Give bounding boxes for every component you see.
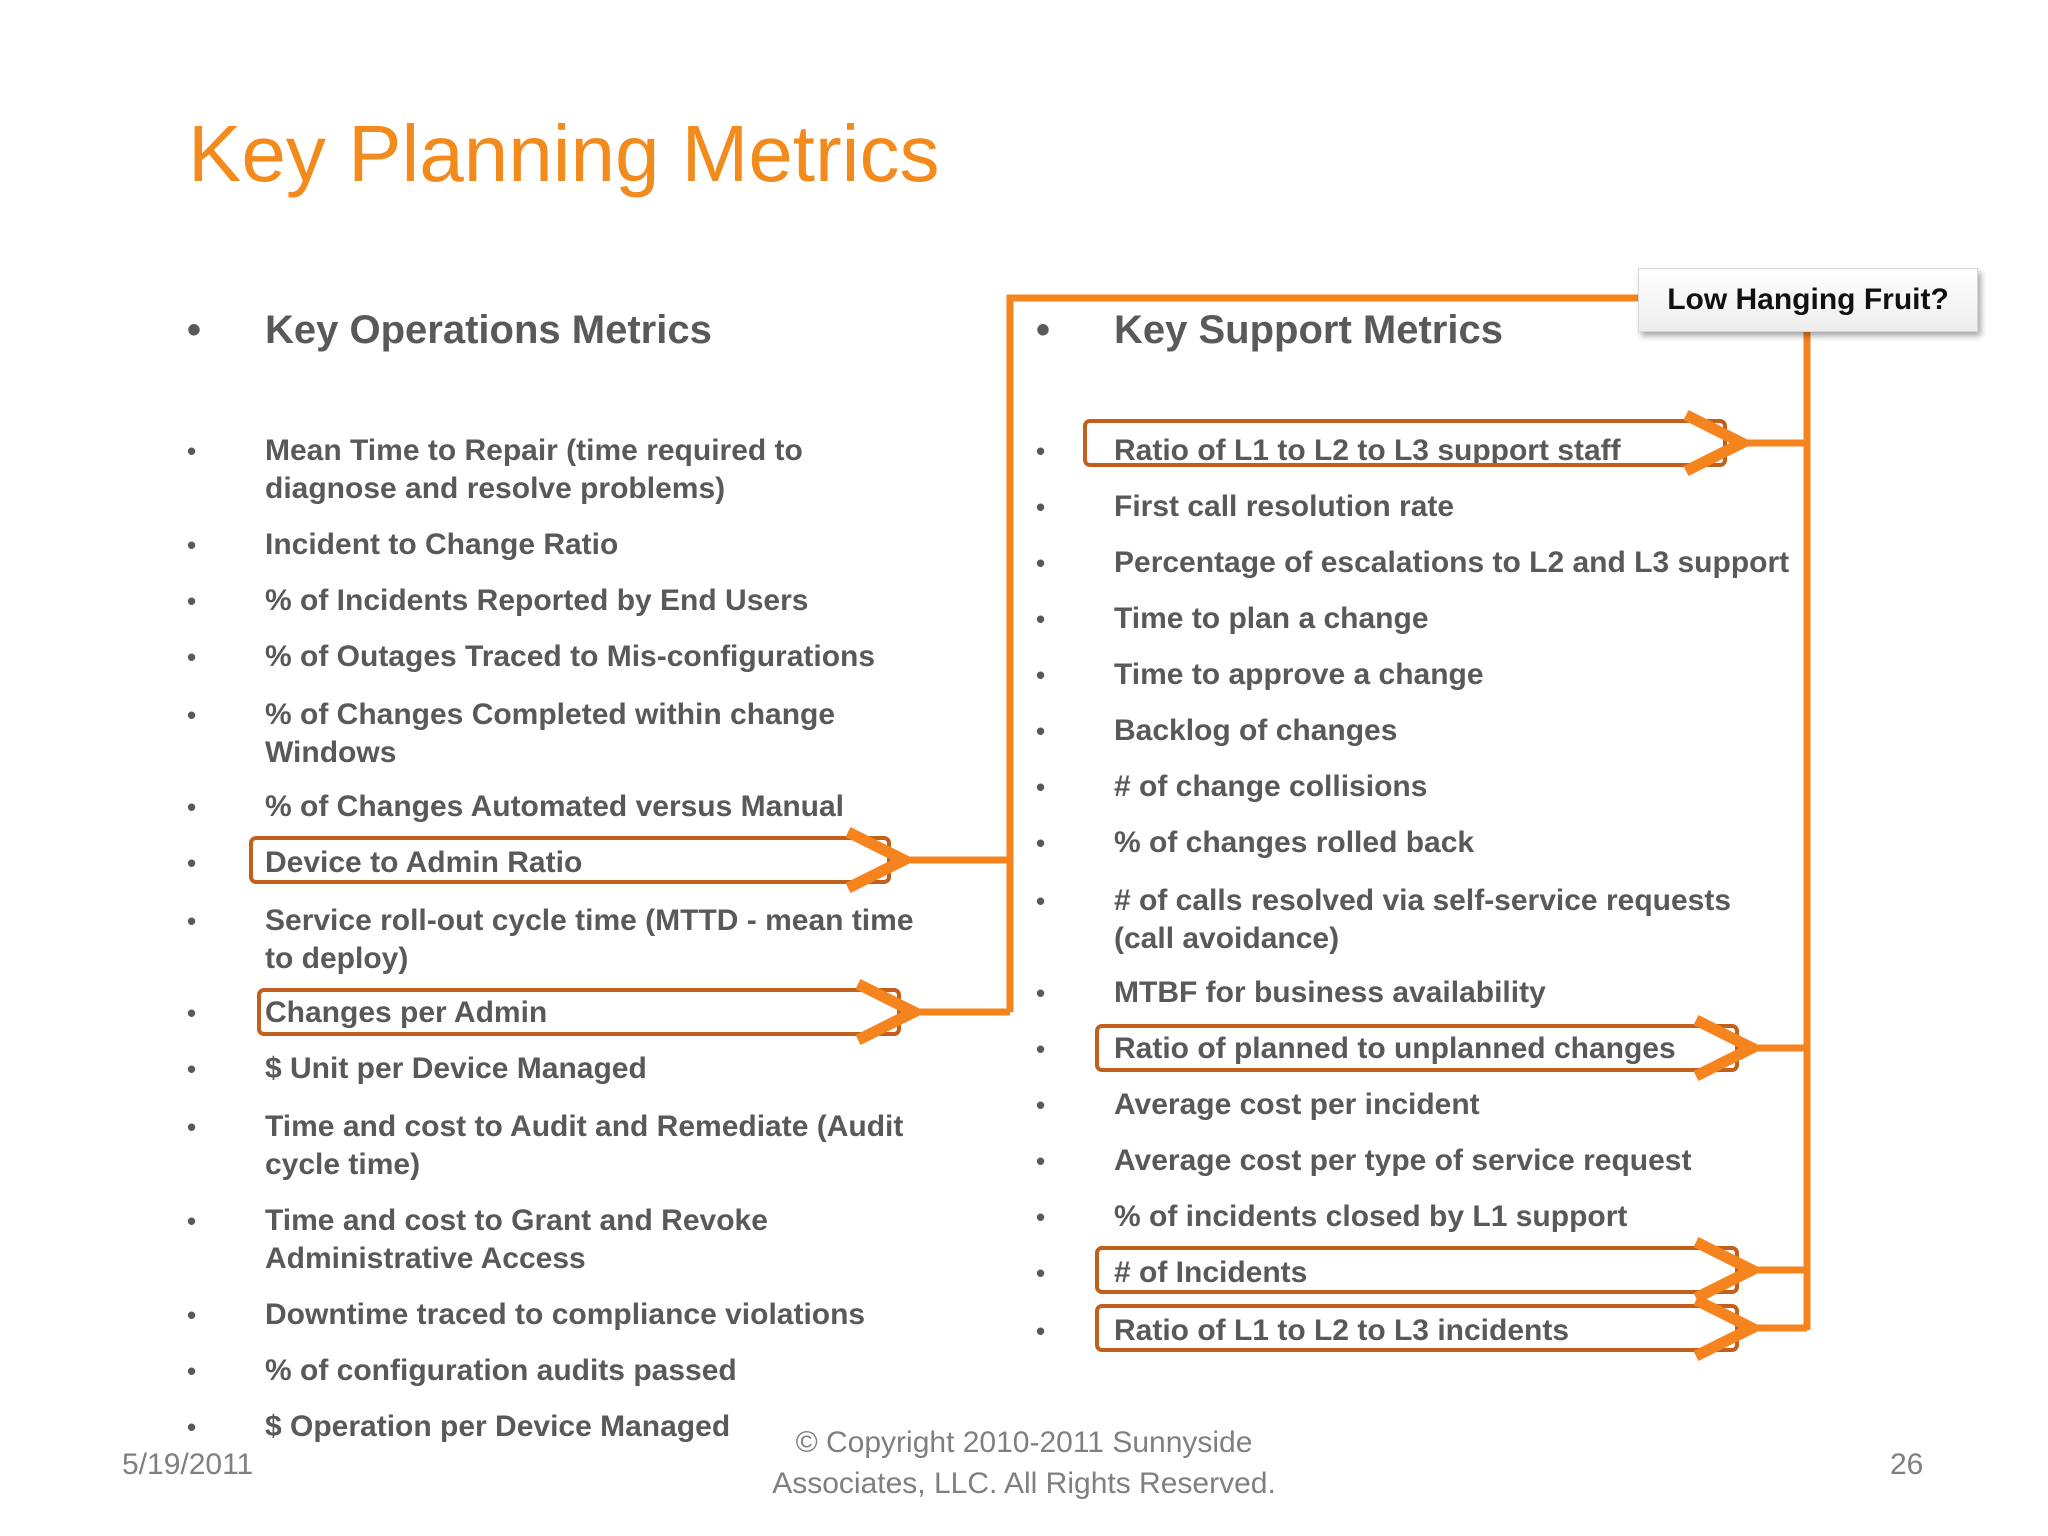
bullet-icon: •	[1036, 604, 1046, 634]
low-hanging-fruit-callout: Low Hanging Fruit?	[1638, 268, 1978, 332]
bullet-icon: •	[1036, 660, 1046, 690]
bullet-icon: •	[187, 1206, 197, 1236]
metric-text-line: # of change collisions	[1114, 770, 1428, 803]
metric-text-line: Administrative Access	[265, 1242, 586, 1275]
page-number: 26	[1890, 1448, 1924, 1481]
metric-text	[265, 994, 547, 1032]
metric-text-line: # of Incidents	[1114, 1256, 1308, 1289]
metric-text-line: % of Incidents Reported by End Users	[265, 584, 809, 617]
bullet-icon: •	[1036, 1202, 1046, 1232]
bullet-icon: •	[1036, 436, 1046, 466]
metric-text	[1114, 544, 1789, 582]
bullet-icon: •	[1036, 1146, 1046, 1176]
metric-text-line: # of calls resolved via self-service requests	[1114, 884, 1732, 917]
metric-text-line: Changes per Admin	[265, 996, 548, 1029]
bullet-icon: •	[1036, 772, 1046, 802]
bullet-icon: •	[187, 436, 197, 466]
bullet-icon: •	[1036, 1090, 1046, 1120]
metric-text-line: % of changes rolled back	[1114, 826, 1475, 859]
metric-text	[265, 696, 835, 772]
metric-text-line: to deploy)	[265, 942, 409, 975]
support-heading-text: Key Support Metrics	[1114, 308, 1503, 352]
copyright-line-1: © Copyright 2010-2011 Sunnyside	[795, 1426, 1253, 1459]
bullet-icon: •	[187, 308, 202, 352]
footer-date: 5/19/2011	[122, 1448, 254, 1481]
metric-text	[1114, 600, 1429, 638]
metric-text	[1114, 1030, 1676, 1068]
metric-text	[265, 1050, 647, 1088]
metric-text-line: Time and cost to Audit and Remediate (Audit	[265, 1110, 904, 1143]
metric-text	[1114, 1254, 1307, 1292]
bullet-icon: •	[1036, 1258, 1046, 1288]
metric-text	[265, 844, 582, 882]
metric-text-line: Device to Admin Ratio	[265, 846, 583, 879]
metric-text-line: $ Operation per Device Managed	[265, 1410, 731, 1443]
metric-text	[265, 1408, 730, 1446]
bullet-icon: •	[187, 700, 197, 730]
metric-text-line: Time to approve a change	[1114, 658, 1484, 691]
metric-text-line: % of Changes Automated versus Manual	[265, 790, 844, 823]
bullet-icon: •	[1036, 828, 1046, 858]
bullet-icon: •	[1036, 978, 1046, 1008]
metric-text	[1114, 768, 1427, 806]
bullet-icon: •	[1036, 492, 1046, 522]
copyright-line-2: Associates, LLC. All Rights Reserved.	[772, 1467, 1276, 1500]
metric-text-line: Service roll-out cycle time (MTTD - mean time	[265, 904, 914, 937]
metric-text-line: % of Outages Traced to Mis-configurations	[265, 640, 876, 673]
bullet-icon: •	[187, 586, 197, 616]
bullet-icon: •	[1036, 1316, 1046, 1346]
bullet-icon: •	[187, 848, 197, 878]
metric-text-line: diagnose and resolve problems)	[265, 472, 726, 505]
operations-heading-text: Key Operations Metrics	[265, 308, 712, 352]
bullet-icon: •	[187, 1112, 197, 1142]
metric-text-line: Time to plan a change	[1114, 602, 1429, 635]
metric-text-line: Downtime traced to compliance violations	[265, 1298, 866, 1331]
slide-title: Key Planning Metrics	[188, 109, 940, 198]
metric-text-line: % of incidents closed by L1 support	[1114, 1200, 1628, 1233]
metric-text-line: Average cost per type of service request	[1114, 1144, 1692, 1177]
metric-text	[265, 1352, 737, 1390]
metric-text	[1114, 1198, 1627, 1236]
metric-text	[1114, 974, 1546, 1012]
bullet-icon: •	[1036, 308, 1051, 352]
metric-text	[265, 1202, 768, 1278]
metric-text-line: Ratio of planned to unplanned changes	[1114, 1032, 1676, 1065]
metric-text-line: Time and cost to Grant and Revoke	[265, 1204, 768, 1237]
metric-text-line: % of configuration audits passed	[265, 1354, 737, 1387]
bullet-icon: •	[1036, 716, 1046, 746]
metric-text	[1114, 712, 1397, 750]
metric-text-line: cycle time)	[265, 1148, 421, 1181]
metric-text-line: Mean Time to Repair (time required to	[265, 434, 803, 467]
bullet-icon: •	[187, 1356, 197, 1386]
metric-text-line: Incident to Change Ratio	[265, 528, 619, 561]
bullet-icon: •	[1036, 548, 1046, 578]
bullet-icon: •	[1036, 1034, 1046, 1064]
metric-text	[1114, 432, 1621, 470]
metric-text	[265, 582, 808, 620]
metric-text	[1114, 488, 1454, 526]
metric-text-line: First call resolution rate	[1114, 490, 1455, 523]
metric-text-line: (call avoidance)	[1114, 922, 1340, 955]
bullet-icon: •	[187, 906, 197, 936]
metric-text-line: Windows	[265, 736, 397, 769]
bullet-icon: •	[187, 1300, 197, 1330]
bullet-icon: •	[187, 998, 197, 1028]
metric-text-line: $ Unit per Device Managed	[265, 1052, 647, 1085]
metric-text	[265, 788, 844, 826]
bullet-icon: •	[187, 1054, 197, 1084]
bullet-icon: •	[187, 530, 197, 560]
metric-text-line: Ratio of L1 to L2 to L3 support staff	[1114, 434, 1621, 467]
metric-text-line: MTBF for business availability	[1114, 976, 1546, 1009]
metric-text	[265, 1108, 903, 1184]
metric-text-line: Average cost per incident	[1114, 1088, 1480, 1121]
metric-text	[1114, 1086, 1480, 1124]
metric-text	[265, 638, 875, 676]
metric-text-line: Backlog of changes	[1114, 714, 1398, 747]
metric-text	[265, 526, 618, 564]
metric-text-line: Percentage of escalations to L2 and L3 support	[1114, 546, 1790, 579]
footer-copyright	[724, 1422, 1324, 1504]
metric-text-line: Ratio of L1 to L2 to L3 incidents	[1114, 1314, 1570, 1347]
metric-text	[265, 432, 803, 508]
bullet-icon: •	[1036, 886, 1046, 916]
metric-text	[1114, 656, 1484, 694]
bullet-icon: •	[187, 642, 197, 672]
metric-text	[1114, 824, 1474, 862]
bullet-icon: •	[187, 792, 197, 822]
metric-text	[1114, 1312, 1569, 1350]
metric-text	[265, 902, 914, 978]
bullet-icon: •	[187, 1412, 197, 1442]
metric-text-line: % of Changes Completed within change	[265, 698, 836, 731]
metric-text	[1114, 882, 1731, 958]
metric-text	[1114, 1142, 1691, 1180]
metric-text	[265, 1296, 865, 1334]
